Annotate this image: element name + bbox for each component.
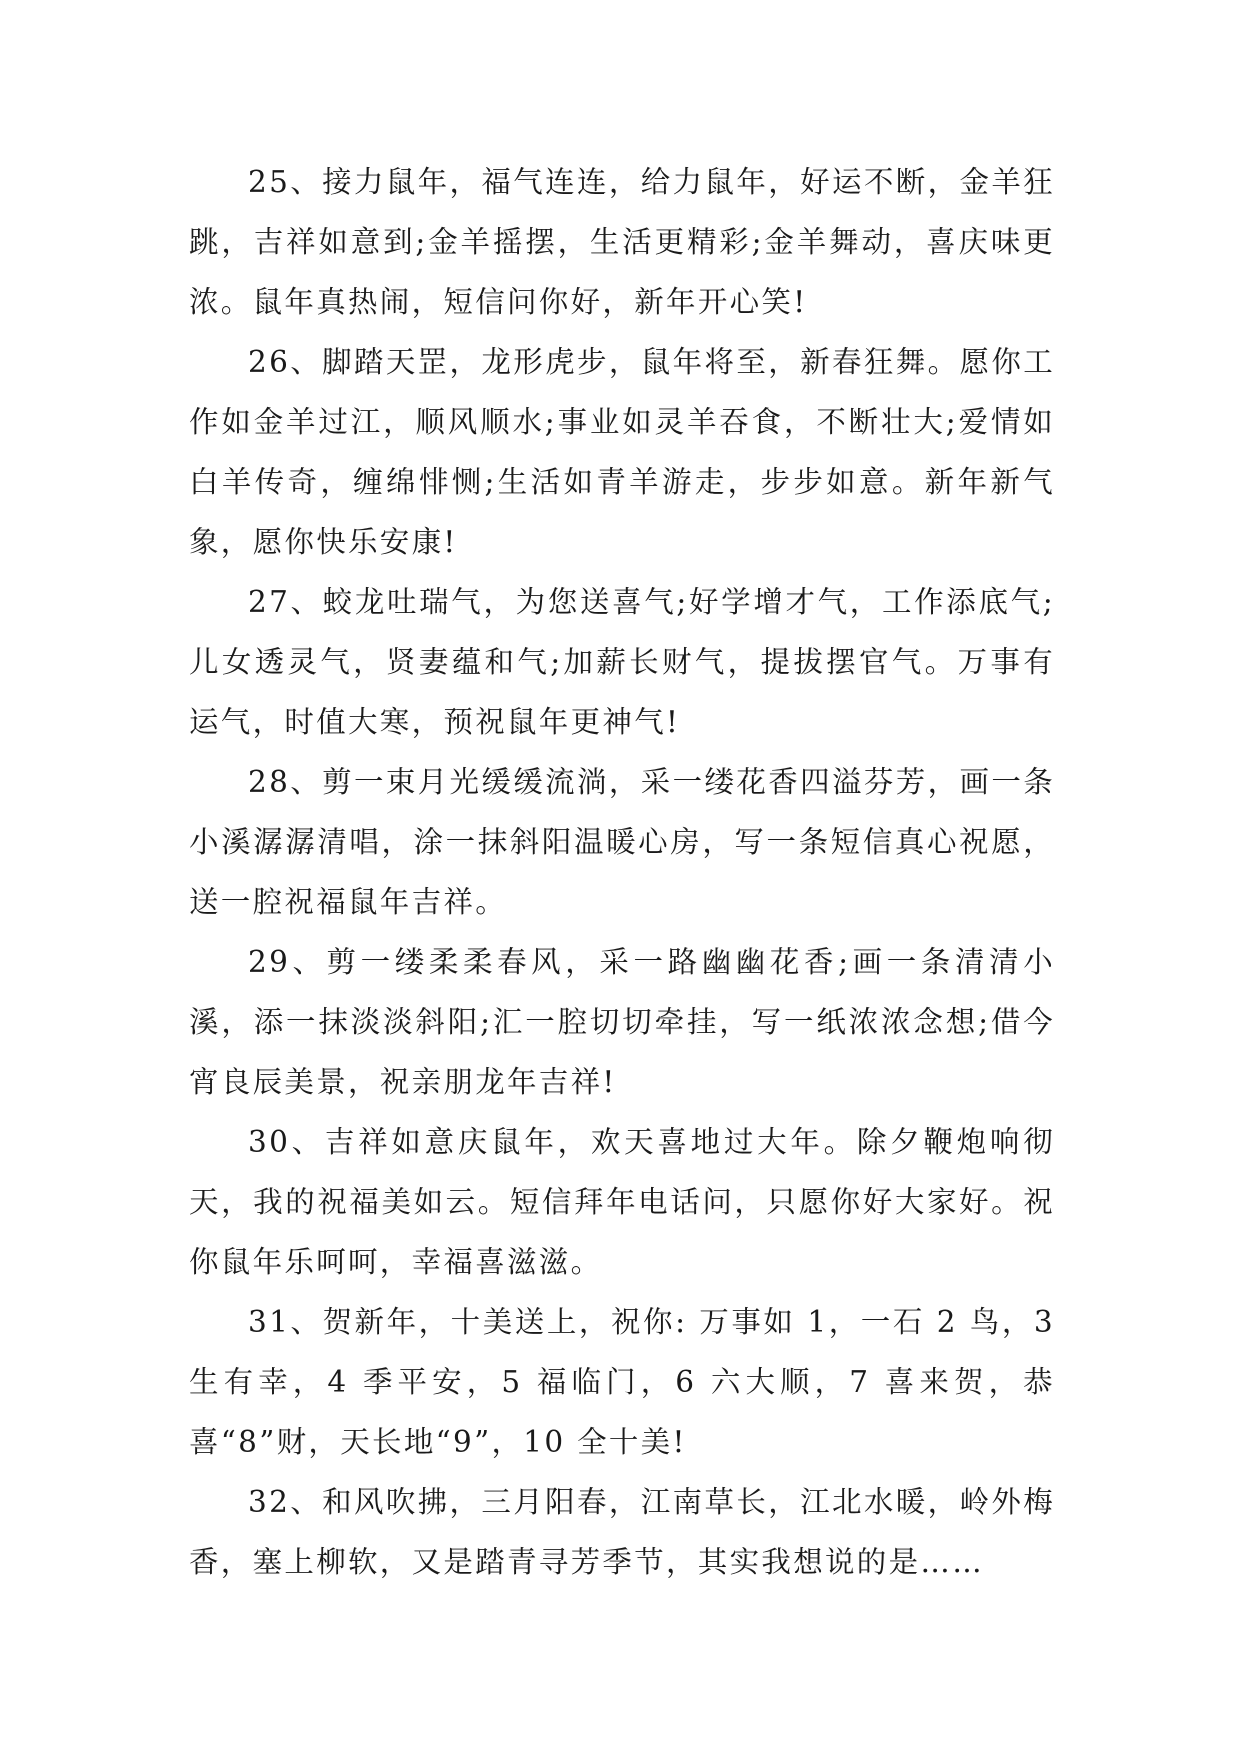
paragraph-27: 27、蛟龙吐瑞气，为您送喜气;好学增才气，工作添底气;儿女透灵气，贤妻蕴和气;加薪长财气，提拔摆官气。万事有运气，时值大寒，预祝鼠年更神气!	[189, 585, 1055, 739]
paragraph-25: 25、接力鼠年，福气连连，给力鼠年，好运不断，金羊狂跳，吉祥如意到;金羊摇摆，生活更精彩;金羊舞动，喜庆味更浓。鼠年真热闹，短信问你好，新年开心笑!	[189, 165, 1055, 319]
paragraph-30: 30、吉祥如意庆鼠年，欢天喜地过大年。除夕鞭炮响彻天，我的祝福美如云。短信拜年电话问，只愿你好大家好。祝你鼠年乐呵呵，幸福喜滋滋。	[189, 1125, 1055, 1279]
document-body	[189, 152, 1055, 1592]
paragraph-26: 26、脚踏天罡，龙形虎步，鼠年将至，新春狂舞。愿你工作如金羊过江，顺风顺水;事业如灵羊吞食，不断壮大;爱情如白羊传奇，缠绵悱恻;生活如青羊游走，步步如意。新年新气象，愿你快乐安康!	[189, 345, 1055, 559]
paragraph-28: 28、剪一束月光缓缓流淌，采一缕花香四溢芬芳，画一条小溪潺潺清唱，涂一抹斜阳温暖心房，写一条短信真心祝愿，送一腔祝福鼠年吉祥。	[189, 765, 1055, 919]
paragraph-31: 31、贺新年，十美送上，祝你: 万事如 1，一石 2 鸟，3 生有幸，4 季平安，5 福临门，6 六大顺，7 喜来贺，恭喜“8”财，天长地“9”，10 全十美!	[189, 1305, 1055, 1459]
paragraph-29: 29、剪一缕柔柔春风，采一路幽幽花香;画一条清清小溪，添一抹淡淡斜阳;汇一腔切切牵挂，写一纸浓浓念想;借今宵良辰美景，祝亲朋龙年吉祥!	[189, 945, 1055, 1099]
paragraph-32: 32、和风吹拂，三月阳春，江南草长，江北水暖，岭外梅香，塞上柳软，又是踏青寻芳季节，其实我想说的是……	[189, 1485, 1055, 1579]
